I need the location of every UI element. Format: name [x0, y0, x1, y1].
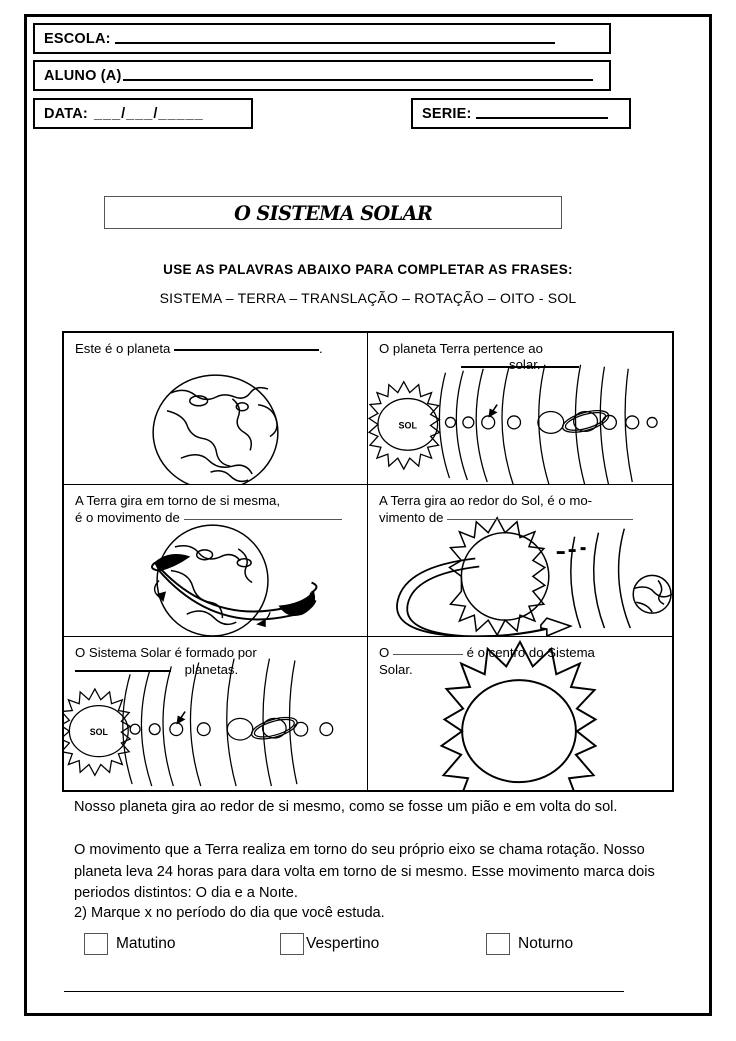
field-aluno[interactable]: [33, 60, 611, 91]
aluno-label: ALUNO (A): [44, 67, 122, 84]
cell-oito-planetas[interactable]: [64, 637, 368, 790]
period-options: [84, 933, 644, 959]
cell-planeta-terra[interactable]: [64, 333, 368, 485]
cell-translacao[interactable]: [368, 485, 672, 637]
cell2-suffix: solar.: [509, 357, 541, 372]
cell-sistema-solar[interactable]: [368, 333, 672, 485]
cell1-prompt: Este é o planeta: [75, 341, 171, 356]
escola-label: ESCOLA:: [44, 30, 111, 47]
option-matutino[interactable]: [84, 933, 175, 955]
word-bank: SISTEMA – TERRA – TRANSLAÇÃO – ROTAÇÃO – OITO - SOL: [159, 290, 577, 306]
exercise-grid: [62, 331, 674, 792]
data-slots[interactable]: ___/___/_____: [93, 105, 204, 122]
cell1-suffix: .: [319, 341, 323, 356]
option-vespertino-label: Vespertino: [306, 935, 380, 952]
paragraph-2: O movimento que a Terra realiza em torno do seu próprio eixo se chama rotação. Nosso planeta leva 24 horas para dara volta em torno de si mesmo. Esse movimento marca dois periodos distintos: O dia e a Noıte.: [74, 842, 655, 901]
svg-text:SOL: SOL: [398, 420, 417, 431]
page-title: O SISTEMA SOLAR: [233, 200, 433, 225]
option-matutino-label: Matutino: [116, 935, 176, 952]
cell4-answer-blank[interactable]: [447, 519, 633, 520]
instruction-text: USE AS PALAVRAS ABAIXO PARA COMPLETAR AS FRASES:: [163, 262, 573, 277]
cell5-answer-blank[interactable]: [75, 670, 171, 672]
cell-rotacao[interactable]: [64, 485, 368, 637]
checkbox-matutino[interactable]: [84, 933, 108, 955]
cell6-line2: Solar.: [379, 662, 413, 677]
cell2-line1: O planeta Terra pertence ao: [379, 341, 543, 356]
cell1-answer-blank[interactable]: [174, 349, 319, 351]
cell6-prefix: O: [379, 645, 390, 660]
data-label: DATA:: [44, 105, 88, 122]
cell3-line2: é o movimento de: [75, 510, 180, 525]
svg-text:SOL: SOL: [89, 727, 108, 738]
option-vespertino[interactable]: [280, 933, 379, 955]
cell2-answer-blank[interactable]: [461, 366, 579, 368]
escola-writeline[interactable]: [115, 42, 555, 44]
serie-label: SERIE:: [422, 105, 472, 122]
checkbox-noturno[interactable]: [486, 933, 510, 955]
option-noturno-label: Noturno: [518, 935, 574, 952]
title-box: [104, 196, 562, 229]
field-data[interactable]: [33, 98, 253, 129]
checkbox-vespertino[interactable]: [280, 933, 304, 955]
cell3-answer-blank[interactable]: [184, 519, 342, 520]
cell6-suffix: é o centro do Sistema: [466, 645, 595, 660]
footer-writeline[interactable]: [64, 991, 624, 992]
cell4-line2: vimento de: [379, 510, 444, 525]
cell-sol-centro[interactable]: [368, 637, 672, 790]
paragraph-1: Nosso planeta gira ao redor de si mesmo, como se fosse um pião e em volta do sol.: [74, 799, 618, 815]
cell6-answer-blank[interactable]: [393, 654, 463, 655]
serie-writeline[interactable]: [476, 117, 608, 119]
option-noturno[interactable]: [486, 933, 573, 955]
field-serie[interactable]: [411, 98, 631, 129]
cell3-line1: A Terra gira em torno de si mesma,: [75, 493, 280, 508]
cell5-line1: O Sistema Solar é formado por: [75, 645, 257, 660]
field-escola[interactable]: [33, 23, 611, 54]
aluno-writeline[interactable]: [123, 79, 593, 81]
cell4-line1: A Terra gira ao redor do Sol, é o mo-: [379, 493, 593, 508]
question-2: 2) Marque x no período do dia que você estuda.: [74, 905, 385, 921]
cell5-suffix: planetas.: [184, 662, 239, 677]
